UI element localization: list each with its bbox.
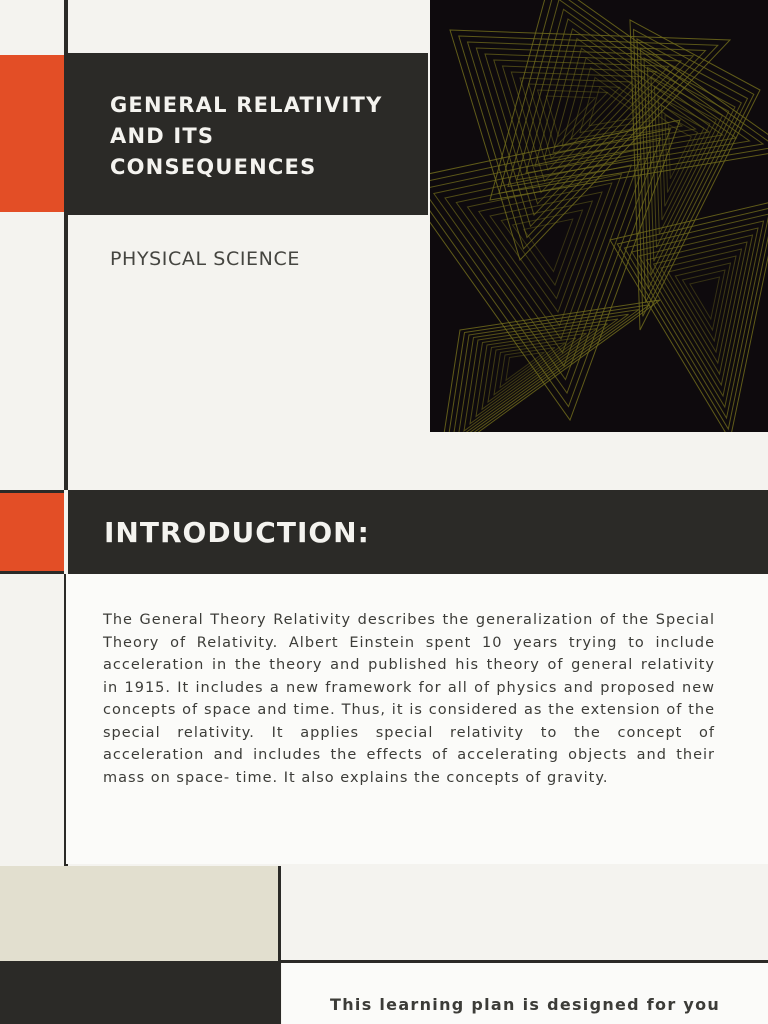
- learning-plan-text: This learning plan is designed for you: [330, 995, 721, 1014]
- introduction-heading-band: [0, 490, 768, 574]
- title-block: [66, 53, 428, 215]
- introduction-heading: INTRODUCTION:: [104, 516, 370, 549]
- introduction-band-divider: [64, 490, 68, 574]
- subject-label: PHYSICAL SCIENCE: [110, 248, 300, 270]
- introduction-body: The General Theory Relativity describes the generalization of the Special Theory of Relativity. Albert Einstein spent 10 years trying to include acceleration in the theory and published his theory of general relativity in 1915. It includes a new framework for all of physics and proposed new concepts of space and time. Thus, it is considered as the extension of the special relativity. It applies special relativity to the concept of acceleration and includes the effects of accelerating objects and their mass on space- time. It also explains the concepts of gravity.: [103, 612, 715, 786]
- introduction-panel: [66, 574, 768, 864]
- dark-corner-block: [0, 963, 280, 1024]
- art-background: [430, 0, 768, 432]
- abstract-triangles-icon: [430, 0, 768, 432]
- beige-block: [0, 866, 278, 961]
- learning-plan-panel: [282, 963, 768, 1024]
- document-title: GENERAL RELATIVITY AND ITS CONSEQUENCES: [110, 93, 383, 179]
- cover-art: [430, 0, 768, 432]
- title-accent-bar: [0, 55, 64, 212]
- introduction-accent-bar: [0, 493, 64, 571]
